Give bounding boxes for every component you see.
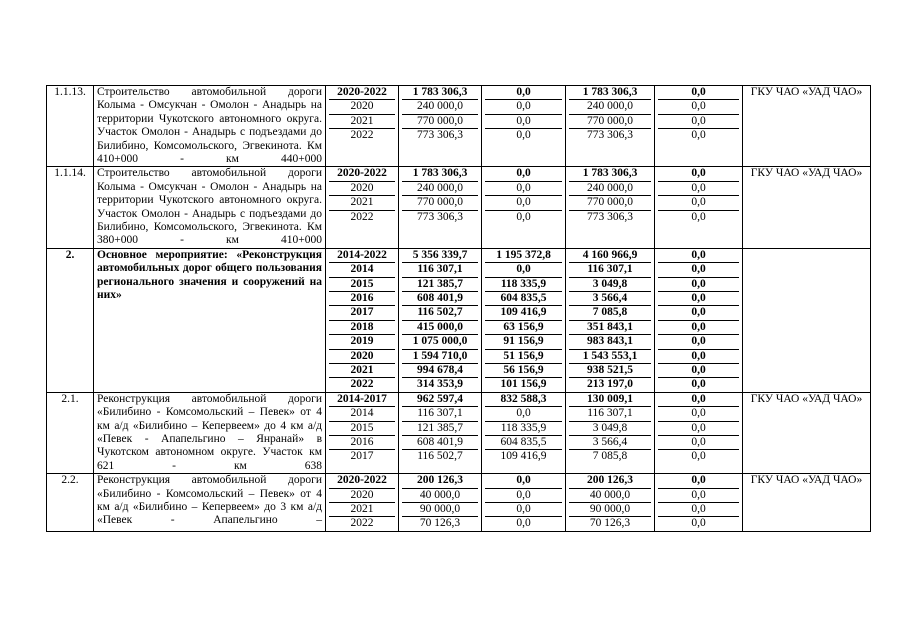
value-cell: 70 126,3 [402, 516, 478, 530]
value-cell: 116 307,1 [569, 406, 651, 420]
value-cell: 608 401,9 [402, 291, 478, 305]
value-cell: 2021 [329, 114, 395, 128]
value-cell: 0,0 [485, 406, 562, 420]
value-cell: 121 385,7 [402, 277, 478, 291]
activity-description: Реконструкция автомобильной дороги «Билибино - Комсомольский – Певек» от 4 км а/д «Билибино – Кепервеем» до 4 км а/д «Певек - Апапельгино – Янранай» в Чукотском автономном округе. Участок км 621 - км 638 [94, 392, 326, 473]
executor: ГКУ ЧАО «УАД ЧАО» [743, 167, 871, 248]
value-cell: 0,0 [658, 449, 739, 463]
value-cell: 2014 [329, 406, 395, 420]
value-cell: 130 009,1 [587, 392, 633, 405]
value-cell: 240 000,0 [569, 99, 651, 113]
value-cell: 91 156,9 [485, 334, 562, 348]
value-cell: 3 049,8 [569, 421, 651, 435]
total-column [399, 167, 482, 248]
value-cell: 121 385,7 [402, 421, 478, 435]
value-cell: 2022 [329, 210, 395, 224]
value-cell: 314 353,9 [402, 377, 478, 391]
value-cell: 0,0 [485, 114, 562, 128]
value-cell: 2022 [329, 377, 395, 391]
value-cell: 608 401,9 [402, 435, 478, 449]
value-cell: 70 126,3 [569, 516, 651, 530]
value-cell: 118 335,9 [485, 277, 562, 291]
other-column [655, 248, 743, 392]
other-column [655, 167, 743, 248]
value-cell: 0,0 [658, 99, 739, 113]
value-cell: 770 000,0 [402, 195, 478, 209]
value-cell: 200 126,3 [417, 474, 463, 487]
period-column [326, 86, 399, 167]
value-cell: 109 416,9 [485, 449, 562, 463]
value-cell: 3 566,4 [569, 291, 651, 305]
value-cell: 2014 [329, 262, 395, 276]
value-cell: 2014-2017 [337, 392, 387, 405]
value-cell: 0,0 [691, 474, 706, 487]
value-cell: 0,0 [658, 349, 739, 363]
value-cell: 2020 [329, 99, 395, 113]
value-cell: 0,0 [516, 86, 531, 98]
value-cell: 2015 [329, 421, 395, 435]
federal-column [482, 167, 566, 248]
federal-column [482, 474, 566, 532]
value-cell: 0,0 [485, 262, 562, 276]
table-row [47, 392, 871, 473]
value-cell: 773 306,3 [402, 128, 478, 142]
value-cell: 0,0 [658, 291, 739, 305]
value-cell: 770 000,0 [569, 195, 651, 209]
value-cell: 2019 [329, 334, 395, 348]
value-cell: 604 835,5 [485, 291, 562, 305]
regional-column [566, 474, 655, 532]
value-cell: 213 197,0 [569, 377, 651, 391]
value-cell: 5 356 339,7 [412, 248, 468, 261]
value-cell: 2015 [329, 277, 395, 291]
value-cell: 1 783 306,3 [582, 86, 638, 98]
value-cell: 938 521,5 [569, 363, 651, 377]
value-cell: 7 085,8 [569, 305, 651, 319]
executor: ГКУ ЧАО «УАД ЧАО» [743, 474, 871, 532]
value-cell: 0,0 [516, 167, 531, 180]
value-cell: 351 843,1 [569, 320, 651, 334]
value-cell: 200 126,3 [587, 474, 633, 487]
value-cell: 109 416,9 [485, 305, 562, 319]
value-cell: 240 000,0 [569, 181, 651, 195]
value-cell: 2017 [329, 449, 395, 463]
value-cell: 116 307,1 [569, 262, 651, 276]
value-cell: 2016 [329, 291, 395, 305]
total-column [399, 392, 482, 473]
value-cell: 2014-2022 [337, 248, 387, 261]
value-cell: 0,0 [516, 474, 531, 487]
value-cell: 0,0 [658, 488, 739, 502]
value-cell: 2017 [329, 305, 395, 319]
value-cell: 983 843,1 [569, 334, 651, 348]
value-cell: 0,0 [658, 305, 739, 319]
value-cell: 3 049,8 [569, 277, 651, 291]
value-cell: 832 588,3 [500, 392, 547, 405]
value-cell: 2020-2022 [337, 86, 387, 98]
value-cell: 2018 [329, 320, 395, 334]
row-number: 1.1.14. [47, 167, 94, 248]
value-cell: 0,0 [658, 435, 739, 449]
value-cell: 0,0 [658, 262, 739, 276]
value-cell: 1 075 000,0 [402, 334, 478, 348]
value-cell: 773 306,3 [569, 128, 651, 142]
value-cell: 2020 [329, 488, 395, 502]
row-number: 2.1. [47, 392, 94, 473]
value-cell: 2020 [329, 181, 395, 195]
value-cell: 0,0 [658, 363, 739, 377]
value-cell: 0,0 [485, 516, 562, 530]
program-table [46, 85, 871, 532]
value-cell: 0,0 [658, 210, 739, 224]
value-cell: 773 306,3 [569, 210, 651, 224]
value-cell: 0,0 [658, 114, 739, 128]
value-cell: 0,0 [485, 210, 562, 224]
executor: ГКУ ЧАО «УАД ЧАО» [743, 86, 871, 167]
value-cell: 116 502,7 [402, 305, 478, 319]
value-cell: 0,0 [658, 320, 739, 334]
value-cell: 4 160 966,9 [582, 248, 638, 261]
value-cell: 118 335,9 [485, 421, 562, 435]
value-cell: 90 000,0 [402, 502, 478, 516]
value-cell: 0,0 [658, 377, 739, 391]
value-cell: 0,0 [658, 421, 739, 435]
table-row [47, 474, 871, 532]
period-column [326, 167, 399, 248]
value-cell: 0,0 [658, 181, 739, 195]
value-cell: 240 000,0 [402, 181, 478, 195]
value-cell: 0,0 [658, 277, 739, 291]
row-number: 2. [47, 248, 94, 392]
value-cell: 604 835,5 [485, 435, 562, 449]
value-cell: 63 156,9 [485, 320, 562, 334]
value-cell: 51 156,9 [485, 349, 562, 363]
value-cell: 40 000,0 [402, 488, 478, 502]
value-cell: 0,0 [485, 488, 562, 502]
value-cell: 3 566,4 [569, 435, 651, 449]
period-column [326, 474, 399, 532]
value-cell: 2022 [329, 128, 395, 142]
value-cell: 1 195 372,8 [496, 248, 551, 261]
value-cell: 415 000,0 [402, 320, 478, 334]
value-cell: 0,0 [485, 99, 562, 113]
value-cell: 116 307,1 [402, 262, 478, 276]
value-cell: 1 783 306,3 [582, 167, 638, 180]
value-cell: 0,0 [658, 334, 739, 348]
activity-description: Основное мероприятие: «Реконструкция автомобильных дорог общего пользования регионального значения и сооружений на них» [94, 248, 326, 392]
regional-column [566, 392, 655, 473]
regional-column [566, 167, 655, 248]
federal-column [482, 86, 566, 167]
value-cell: 1 543 553,1 [569, 349, 651, 363]
activity-description: Строительство автомобильной дороги Колыма - Омсукчан - Омолон - Анадырь на территории Чукотского автономного округа. Участок Омолон - Анадырь с подъездами до Билибино, Комсомольского, Эгвекинота. Км 380+000 - км 410+000 [94, 167, 326, 248]
other-column [655, 86, 743, 167]
value-cell: 2022 [329, 516, 395, 530]
value-cell: 101 156,9 [485, 377, 562, 391]
total-column [399, 86, 482, 167]
value-cell: 116 307,1 [402, 406, 478, 420]
other-column [655, 474, 743, 532]
value-cell: 770 000,0 [402, 114, 478, 128]
value-cell: 0,0 [658, 195, 739, 209]
value-cell: 7 085,8 [569, 449, 651, 463]
federal-column [482, 248, 566, 392]
value-cell: 40 000,0 [569, 488, 651, 502]
total-column [399, 248, 482, 392]
value-cell: 0,0 [658, 406, 739, 420]
table-row [47, 248, 871, 392]
value-cell: 773 306,3 [402, 210, 478, 224]
value-cell: 0,0 [658, 128, 739, 142]
value-cell: 2021 [329, 363, 395, 377]
value-cell: 2020-2022 [337, 167, 387, 180]
value-cell: 0,0 [691, 248, 706, 261]
table-row [47, 167, 871, 248]
value-cell: 0,0 [658, 502, 739, 516]
federal-column [482, 392, 566, 473]
period-column [326, 248, 399, 392]
value-cell: 2021 [329, 195, 395, 209]
value-cell: 0,0 [485, 181, 562, 195]
total-column [399, 474, 482, 532]
value-cell: 0,0 [691, 167, 706, 180]
activity-description: Реконструкция автомобильной дороги «Билибино - Комсомольский – Певек» от 4 км а/д «Билибино – Кепервеем» до 3 км а/д «Певек - Апапельгино – [94, 474, 326, 532]
value-cell: 2020-2022 [337, 474, 387, 487]
value-cell: 0,0 [485, 195, 562, 209]
value-cell: 1 783 306,3 [412, 167, 468, 180]
value-cell: 0,0 [485, 128, 562, 142]
value-cell: 56 156,9 [485, 363, 562, 377]
value-cell: 90 000,0 [569, 502, 651, 516]
value-cell: 0,0 [658, 516, 739, 530]
activity-description: Строительство автомобильной дороги Колыма - Омсукчан - Омолон - Анадырь на территории Чукотского автономного округа. Участок Омолон - Анадырь с подъездами до Билибино, Комсомольского, Эгвекинота. Км 410+000 - км 440+000 [94, 86, 326, 167]
value-cell: 994 678,4 [402, 363, 478, 377]
value-cell: 2020 [329, 349, 395, 363]
value-cell: 116 502,7 [402, 449, 478, 463]
value-cell: 0,0 [485, 502, 562, 516]
regional-column [566, 248, 655, 392]
value-cell: 962 597,4 [417, 392, 463, 405]
value-cell: 770 000,0 [569, 114, 651, 128]
value-cell: 2016 [329, 435, 395, 449]
value-cell: 0,0 [691, 392, 706, 405]
other-column [655, 392, 743, 473]
executor: ГКУ ЧАО «УАД ЧАО» [743, 392, 871, 473]
value-cell: 0,0 [691, 86, 706, 98]
row-number: 1.1.13. [47, 86, 94, 167]
value-cell: 240 000,0 [402, 99, 478, 113]
period-column [326, 392, 399, 473]
regional-column [566, 86, 655, 167]
row-number: 2.2. [47, 474, 94, 532]
value-cell: 1 783 306,3 [412, 86, 468, 98]
table-row [47, 86, 871, 167]
value-cell: 1 594 710,0 [402, 349, 478, 363]
executor [743, 248, 871, 392]
value-cell: 2021 [329, 502, 395, 516]
